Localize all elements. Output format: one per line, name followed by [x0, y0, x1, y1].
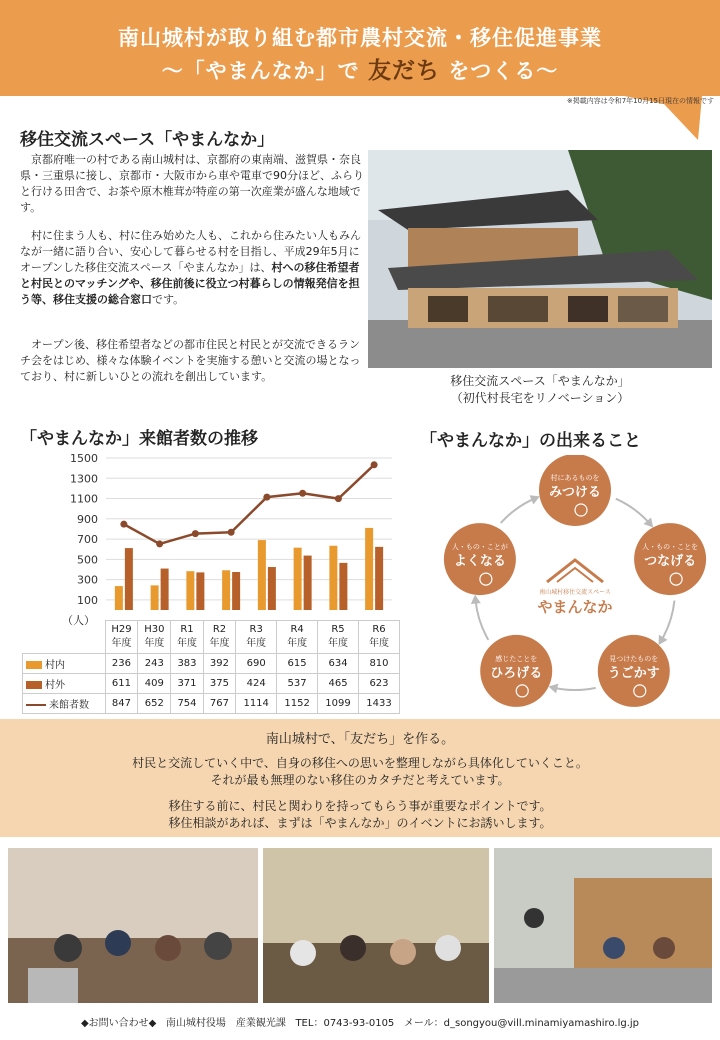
arrow-head — [471, 595, 481, 604]
node-big-text: つなげる — [644, 554, 697, 570]
series-legend: 来館者数 — [23, 694, 106, 714]
bar-outside — [125, 548, 133, 610]
bar-outside — [268, 567, 276, 610]
table-cell: 652 — [138, 694, 171, 714]
band-line-5: 移住相談があれば、まずは「やまんなか」のイベントにお誘いします。 — [168, 816, 552, 830]
bar-inside — [258, 540, 266, 610]
total-point — [371, 461, 378, 468]
bar-inside — [294, 548, 302, 610]
category-label: R5 年度 — [318, 621, 359, 654]
roof-logo-icon — [547, 560, 603, 582]
cycle-node — [480, 635, 552, 707]
bar-outside — [196, 572, 204, 610]
y-tick-label: 1100 — [70, 492, 98, 506]
node-small-text: 人・もの・ことが — [451, 543, 508, 552]
bar-outside — [339, 563, 347, 610]
category-label: R1 年度 — [171, 621, 203, 654]
table-cell: 1152 — [277, 694, 318, 714]
intro-paragraph-3: オープン後、移住希望者などの都市住民と村民とが交流できるランチ会をはじめ、様々な体験イベントを実施する憩いと交流の場となっており、村に新しいひとの流れを創出しています。 — [20, 338, 361, 383]
band-line-2: 村民と交流していく中で、自身の移住への思いを整理しながら具体化していくこと。 — [132, 756, 588, 770]
table-cell: 409 — [138, 674, 171, 694]
cycle-arrow — [616, 499, 649, 523]
table-cell: 424 — [236, 674, 277, 694]
event-photo-3 — [494, 848, 712, 1003]
y-tick-label: 1300 — [70, 472, 98, 486]
table-cell: 1433 — [358, 694, 399, 714]
category-label: R6 年度 — [358, 621, 399, 654]
y-tick-label: 500 — [77, 553, 98, 567]
header-title: 南山城村が取り組む都市農村交流・移住促進事業 — [118, 26, 602, 50]
total-point — [156, 540, 163, 547]
node-big-text: うごかす — [607, 665, 660, 681]
table-cell: 847 — [105, 694, 138, 714]
cycle-arrow — [662, 601, 675, 640]
bar-outside — [161, 569, 169, 610]
table-cell: 392 — [203, 654, 235, 674]
table-cell: 810 — [358, 654, 399, 674]
cycle-node — [444, 523, 516, 595]
table-cell: 690 — [236, 654, 277, 674]
bar-inside — [329, 546, 337, 610]
bar-inside — [365, 528, 373, 610]
table-header-row — [23, 621, 400, 654]
node-big-text: よくなる — [453, 554, 506, 570]
table-cell: 1114 — [236, 694, 277, 714]
y-unit-label: （人） — [62, 614, 95, 627]
y-tick-label: 900 — [77, 512, 98, 526]
table-cell: 611 — [105, 674, 138, 694]
contact-footer: ◆お問い合わせ◆ 南山城村役場 産業観光課 TEL：0743-93-0105 メール：d_songyou@vill.minamiyamashiro.lg.jp — [80, 1018, 640, 1029]
building-photo — [368, 150, 712, 368]
total-point — [228, 529, 235, 536]
arrow-head — [548, 684, 558, 694]
cycle-title: 「やまんなか」の出来ること — [420, 431, 641, 451]
table-cell: 537 — [277, 674, 318, 694]
node-small-text: 村にあるものを — [550, 474, 600, 482]
bar-outside — [232, 572, 240, 610]
node-big-text: みつける — [549, 485, 601, 500]
total-point — [299, 490, 306, 497]
logo-main-text: やまんなか — [537, 598, 613, 616]
cycle-arrow — [476, 601, 489, 640]
bar-outside — [375, 547, 383, 610]
cycle-diagram — [440, 455, 710, 717]
node-big-text: ひろげる — [490, 665, 543, 681]
table-row — [23, 694, 400, 714]
table-cell: 375 — [203, 674, 235, 694]
bar-outside — [304, 556, 312, 610]
band-line-1: 南山城村で、「友だち」を作る。 — [265, 732, 455, 747]
series-legend: 村内 — [23, 654, 106, 674]
table-cell: 236 — [105, 654, 138, 674]
band-line-4: 移住する前に、村民と関わりを持ってもらう事が重要なポイントです。 — [168, 799, 552, 813]
category-label: H29 年度 — [105, 621, 138, 654]
total-point — [192, 530, 199, 537]
category-label: R4 年度 — [277, 621, 318, 654]
cycle-arrow — [554, 688, 595, 690]
table-cell: 243 — [138, 654, 171, 674]
table-cell: 634 — [318, 654, 359, 674]
table-cell: 615 — [277, 654, 318, 674]
table-row — [23, 654, 400, 674]
event-photo-2 — [263, 848, 489, 1003]
date-note: ※掲載内容は令和7年10月15日現在の情報です — [566, 97, 714, 105]
y-tick-label: 1500 — [70, 452, 98, 465]
y-tick-label: 700 — [77, 533, 98, 547]
bar-inside — [115, 586, 123, 610]
node-small-text: 人・もの・ことを — [642, 543, 699, 552]
category-label: R3 年度 — [236, 621, 277, 654]
band-line-3: それが最も無理のない移住のカタチだと考えています。 — [210, 773, 510, 787]
bar-inside — [186, 571, 194, 610]
table-cell: 371 — [171, 674, 203, 694]
node-small-text: 見つけたものを — [609, 654, 659, 663]
cycle-node — [598, 635, 670, 707]
table-cell: 1099 — [318, 694, 359, 714]
bar-inside — [222, 570, 230, 610]
bar-inside — [151, 585, 159, 610]
chart-data-table — [22, 620, 400, 714]
total-point — [120, 521, 127, 528]
table-cell: 623 — [358, 674, 399, 694]
section-title-space: 移住交流スペース「やまんなか」 — [20, 130, 275, 150]
header-subtitle: ～「やまんなか」で 友だち をつくる～ — [161, 58, 559, 84]
category-label: R2 年度 — [203, 621, 235, 654]
table-cell: 383 — [171, 654, 203, 674]
y-tick-label: 100 — [77, 593, 98, 607]
logo-small-text: 南山城村移住交流スペース — [539, 589, 611, 596]
event-photo-1 — [8, 848, 258, 1003]
total-point — [335, 495, 342, 502]
cycle-arrow — [501, 499, 534, 523]
total-line — [124, 465, 374, 544]
table-row — [23, 674, 400, 694]
table-cell: 767 — [203, 694, 235, 714]
cycle-node — [539, 455, 611, 526]
intro-paragraph-2: 村に住まう人も、村に住み始めた人も、これから住みたい人もみんなが一緒に語り合い、安心して暮らせる村を目指し、平成29年5月にオープンした移住交流スペース「やまんなか」は、村への移住希望者と村民とのマッチングや、移住前後に役立つ村暮らしの情報発信を担う等、移住支援の総合窓口です。 — [20, 229, 361, 306]
total-point — [263, 494, 270, 501]
node-small-text: 感じたことを — [495, 654, 538, 663]
highlight-friends: 友だち — [368, 58, 440, 84]
series-legend: 村外 — [23, 674, 106, 694]
visitor-chart — [22, 448, 400, 618]
category-label: H30 年度 — [138, 621, 171, 654]
chart-title: 「やまんなか」来館者数の推移 — [20, 429, 258, 449]
intro-paragraph-1: 京都府唯一の村である南山城村は、京都府の東南端、滋賀県・奈良県・三重県に接し、京都市・大阪市から車や電車で90分ほど、ふらりと行ける田舎で、お茶や原木椎茸が特産の第一次産業が盛んな地域です。 — [20, 153, 364, 214]
cycle-node — [634, 523, 706, 595]
table-cell: 754 — [171, 694, 203, 714]
y-tick-label: 300 — [77, 573, 98, 587]
table-cell: 465 — [318, 674, 359, 694]
photo-caption: 移住交流スペース「やまんなか」 （初代村長宅をリノベーション） — [450, 374, 630, 405]
